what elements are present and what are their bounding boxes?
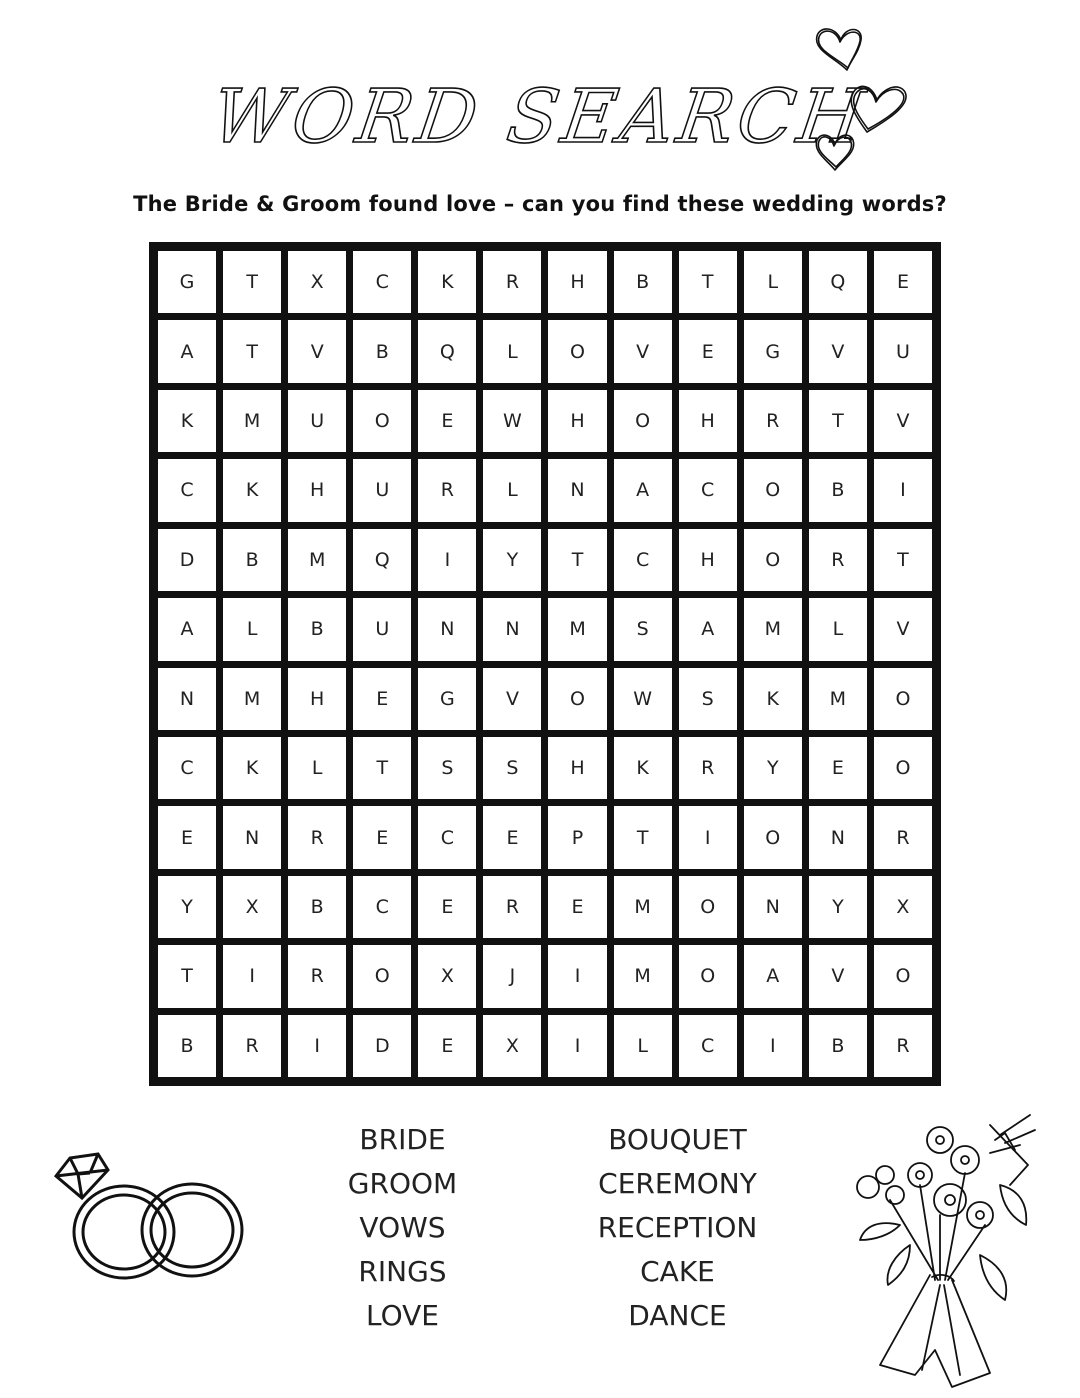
grid-cell: O: [679, 945, 737, 1007]
grid-cell: K: [418, 251, 476, 313]
grid-cell: A: [614, 459, 672, 521]
grid-cell: T: [874, 529, 932, 591]
grid-cell: B: [809, 1015, 867, 1077]
grid-cell: C: [679, 1015, 737, 1077]
grid-cell: X: [223, 876, 281, 938]
grid-cell: B: [158, 1015, 216, 1077]
word-item: VOWS: [359, 1211, 446, 1244]
grid-cell: V: [288, 320, 346, 382]
grid-cell: N: [548, 459, 606, 521]
grid-cell: C: [353, 251, 411, 313]
grid-cell: R: [874, 806, 932, 868]
grid-cell: E: [874, 251, 932, 313]
grid-cell: T: [548, 529, 606, 591]
grid-cell: V: [874, 598, 932, 660]
word-item: BRIDE: [359, 1123, 446, 1156]
grid-cell: A: [158, 598, 216, 660]
grid-cell: I: [679, 806, 737, 868]
grid-cell: O: [353, 945, 411, 1007]
grid-cell: M: [288, 529, 346, 591]
grid-cell: T: [223, 251, 281, 313]
grid-cell: E: [548, 876, 606, 938]
grid-cell: O: [874, 945, 932, 1007]
grid-cell: R: [288, 806, 346, 868]
grid-cell: B: [223, 529, 281, 591]
grid-cell: I: [288, 1015, 346, 1077]
grid-cell: I: [548, 945, 606, 1007]
grid-cell: U: [353, 459, 411, 521]
grid-cell: U: [288, 390, 346, 452]
grid-cell: T: [809, 390, 867, 452]
hearts-icon: [805, 20, 925, 190]
grid-cell: B: [809, 459, 867, 521]
grid-cell: T: [614, 806, 672, 868]
grid-cell: Y: [809, 876, 867, 938]
grid-cell: Q: [809, 251, 867, 313]
grid-cell: V: [809, 320, 867, 382]
grid-cell: R: [874, 1015, 932, 1077]
grid-cell: R: [809, 529, 867, 591]
grid-cell: N: [158, 668, 216, 730]
grid-cell: J: [483, 945, 541, 1007]
grid-cell: R: [483, 251, 541, 313]
grid-cell: S: [614, 598, 672, 660]
grid-cell: C: [353, 876, 411, 938]
grid-cell: M: [548, 598, 606, 660]
grid-cell: B: [288, 598, 346, 660]
word-item: DANCE: [628, 1299, 727, 1332]
grid-cell: M: [223, 390, 281, 452]
grid-cell: Q: [353, 529, 411, 591]
word-search-grid: [149, 242, 941, 1086]
grid-cell: O: [874, 737, 932, 799]
grid-cell: K: [223, 737, 281, 799]
grid-cell: T: [679, 251, 737, 313]
grid-cell: C: [614, 529, 672, 591]
word-item: RINGS: [358, 1255, 447, 1288]
grid-cell: X: [288, 251, 346, 313]
grid-cell: H: [679, 390, 737, 452]
grid-cell: O: [679, 876, 737, 938]
grid-cell: L: [809, 598, 867, 660]
grid-cell: L: [223, 598, 281, 660]
grid-cell: R: [483, 876, 541, 938]
grid-cell: I: [874, 459, 932, 521]
grid-cell: N: [418, 598, 476, 660]
grid-cell: E: [483, 806, 541, 868]
grid-cell: E: [353, 668, 411, 730]
grid-cell: T: [158, 945, 216, 1007]
grid-cell: O: [744, 529, 802, 591]
grid-cell: O: [614, 390, 672, 452]
grid-cell: Y: [744, 737, 802, 799]
grid-cell: I: [418, 529, 476, 591]
grid-cell: C: [679, 459, 737, 521]
grid-cell: X: [418, 945, 476, 1007]
grid-cell: I: [223, 945, 281, 1007]
grid-cell: D: [158, 529, 216, 591]
grid-cell: A: [158, 320, 216, 382]
grid-cell: R: [744, 390, 802, 452]
grid-cell: A: [744, 945, 802, 1007]
grid-cell: O: [548, 320, 606, 382]
grid-cell: N: [809, 806, 867, 868]
grid-cell: H: [548, 737, 606, 799]
grid-cell: L: [483, 459, 541, 521]
grid-cell: E: [809, 737, 867, 799]
grid-cell: O: [548, 668, 606, 730]
grid-cell: N: [744, 876, 802, 938]
grid-cell: W: [614, 668, 672, 730]
grid-cell: I: [744, 1015, 802, 1077]
grid-cell: H: [548, 251, 606, 313]
grid-cell: M: [223, 668, 281, 730]
grid-cell: E: [418, 1015, 476, 1077]
word-list-right: [575, 1118, 780, 1338]
grid-cell: I: [548, 1015, 606, 1077]
grid-cell: B: [288, 876, 346, 938]
grid-cell: G: [158, 251, 216, 313]
grid-cell: B: [614, 251, 672, 313]
grid-cell: H: [679, 529, 737, 591]
word-item: LOVE: [366, 1299, 439, 1332]
grid-cell: R: [223, 1015, 281, 1077]
grid-cell: A: [679, 598, 737, 660]
grid-cell: L: [614, 1015, 672, 1077]
word-item: BOUQUET: [608, 1123, 747, 1156]
grid-cell: G: [418, 668, 476, 730]
grid-cell: R: [679, 737, 737, 799]
grid-cell: H: [548, 390, 606, 452]
grid-cell: V: [614, 320, 672, 382]
word-list-left: [320, 1118, 485, 1338]
grid-cell: U: [353, 598, 411, 660]
grid-cell: W: [483, 390, 541, 452]
grid-cell: V: [483, 668, 541, 730]
subtitle: The Bride & Groom found love – can you find these wedding words?: [133, 192, 947, 216]
grid-cell: H: [288, 668, 346, 730]
grid-cell: O: [744, 806, 802, 868]
grid-cell: C: [418, 806, 476, 868]
grid-cell: L: [288, 737, 346, 799]
grid-cell: R: [288, 945, 346, 1007]
grid-cell: T: [353, 737, 411, 799]
grid-cell: Y: [158, 876, 216, 938]
grid-cell: H: [288, 459, 346, 521]
grid-cell: K: [223, 459, 281, 521]
word-item: CEREMONY: [598, 1167, 757, 1200]
grid-cell: S: [483, 737, 541, 799]
grid-cell: Q: [418, 320, 476, 382]
grid-cell: S: [679, 668, 737, 730]
wedding-rings-icon: [42, 1140, 252, 1280]
grid-cell: M: [614, 876, 672, 938]
grid-cell: E: [353, 806, 411, 868]
grid-cell: R: [418, 459, 476, 521]
word-item: RECEPTION: [597, 1211, 758, 1244]
grid-cell: E: [158, 806, 216, 868]
grid-cell: Y: [483, 529, 541, 591]
grid-cell: M: [614, 945, 672, 1007]
word-item: CAKE: [640, 1255, 715, 1288]
grid-cell: M: [744, 598, 802, 660]
grid-cell: X: [483, 1015, 541, 1077]
grid-cell: K: [614, 737, 672, 799]
grid-cell: S: [418, 737, 476, 799]
grid-cell: P: [548, 806, 606, 868]
grid-cell: C: [158, 459, 216, 521]
grid-cell: C: [158, 737, 216, 799]
grid-cell: L: [483, 320, 541, 382]
grid-cell: D: [353, 1015, 411, 1077]
grid-cell: K: [744, 668, 802, 730]
grid-cell: K: [158, 390, 216, 452]
grid-cell: B: [353, 320, 411, 382]
bouquet-icon: [840, 1105, 1040, 1390]
grid-cell: T: [223, 320, 281, 382]
word-item: GROOM: [347, 1167, 458, 1200]
grid-cell: L: [744, 251, 802, 313]
grid-cell: M: [809, 668, 867, 730]
grid-cell: X: [874, 876, 932, 938]
grid-cell: O: [874, 668, 932, 730]
grid-cell: E: [418, 390, 476, 452]
grid-cell: U: [874, 320, 932, 382]
page-title: WORD SEARCH: [206, 74, 874, 160]
grid-cell: V: [809, 945, 867, 1007]
grid-cell: E: [418, 876, 476, 938]
grid-cell: O: [353, 390, 411, 452]
grid-cell: O: [744, 459, 802, 521]
grid-cell: N: [223, 806, 281, 868]
grid-cell: E: [679, 320, 737, 382]
grid-cell: V: [874, 390, 932, 452]
grid-cell: N: [483, 598, 541, 660]
grid-cell: G: [744, 320, 802, 382]
